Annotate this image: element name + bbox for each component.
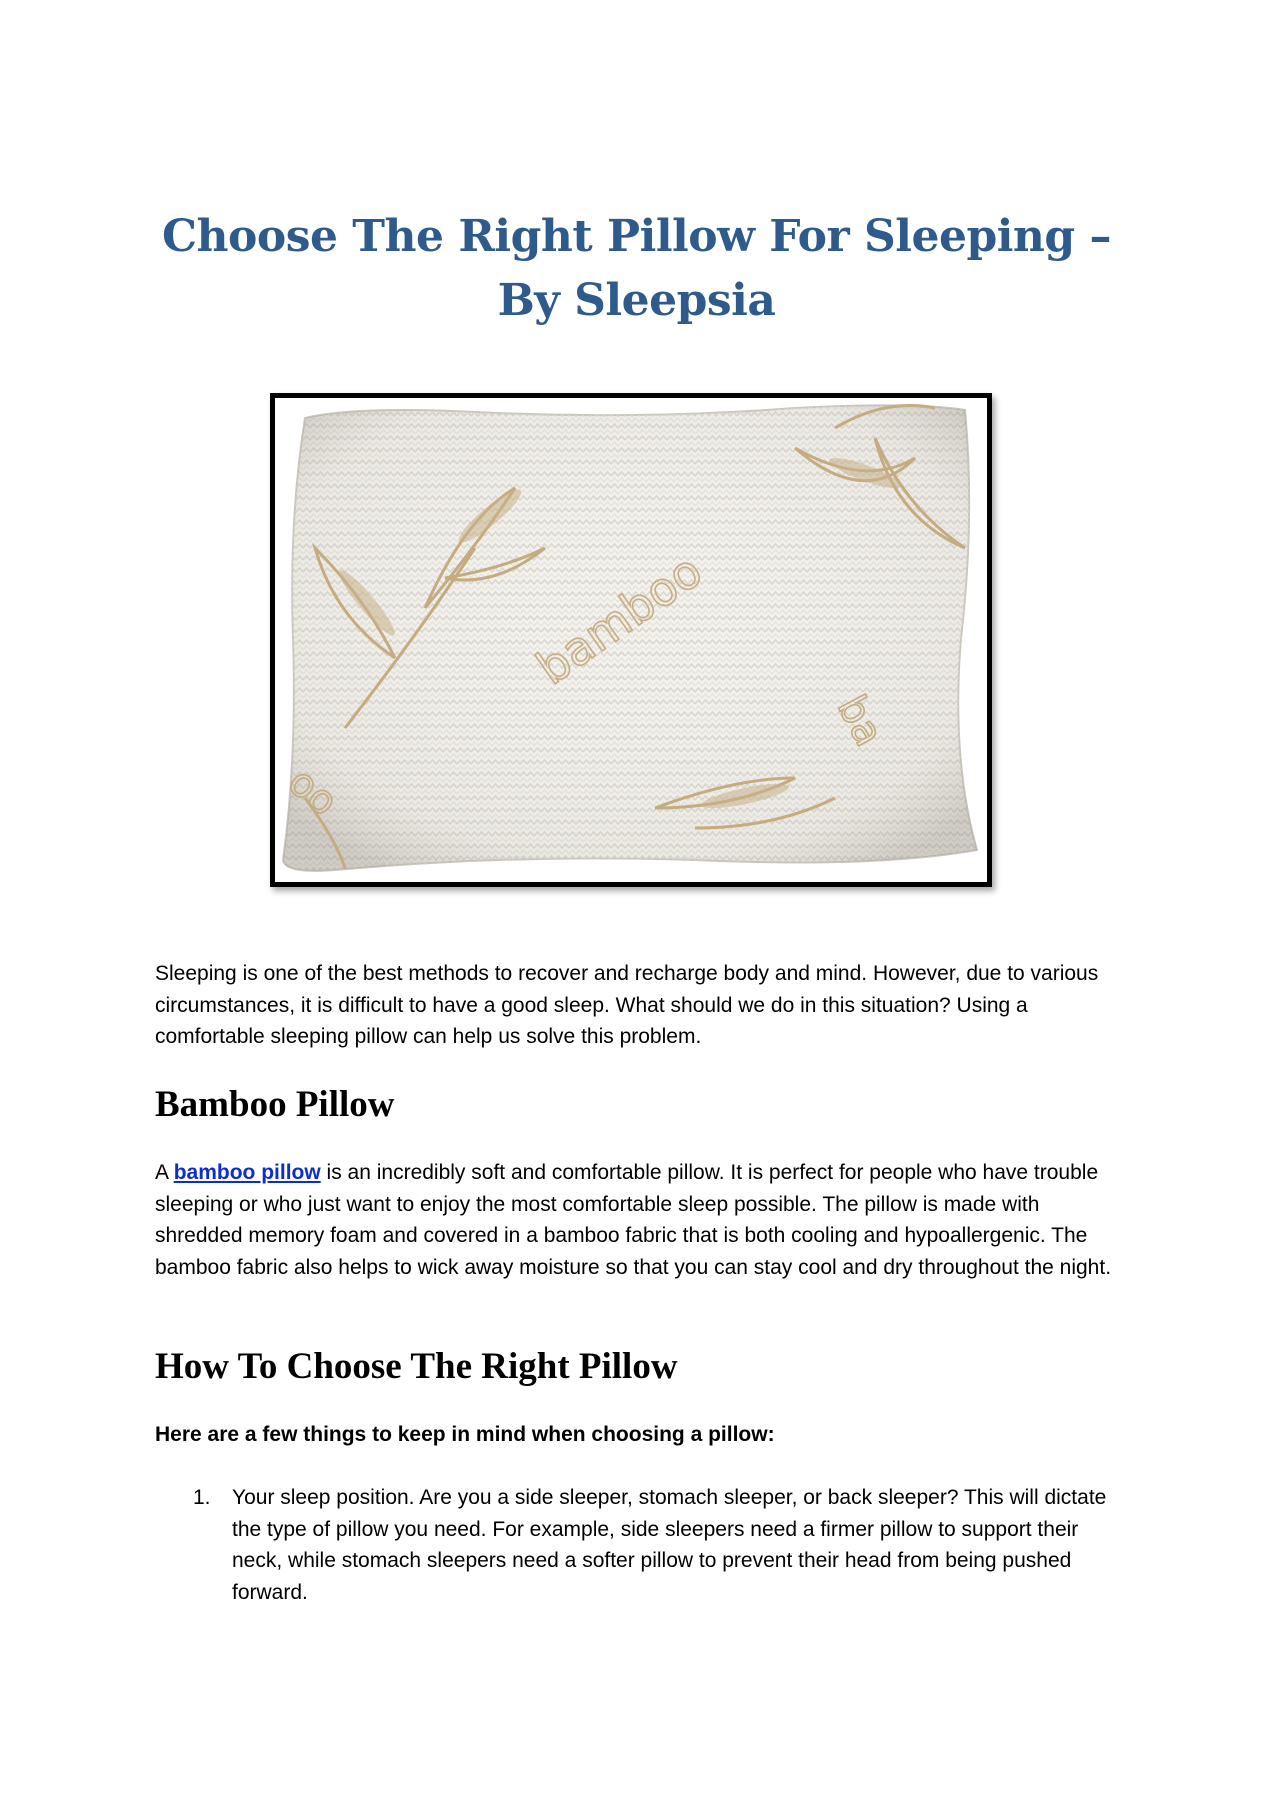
choose-pillow-heading: How To Choose The Right Pillow — [155, 1346, 678, 1387]
svg-text:bamboo: bamboo — [527, 543, 712, 696]
bamboo-pillow-image — [275, 398, 987, 882]
svg-text:ba: ba — [827, 688, 892, 754]
bamboo-pillow-link[interactable]: bamboo pillow — [173, 1161, 321, 1184]
bamboo-pillow-heading: Bamboo Pillow — [155, 1084, 395, 1125]
bamboo-pillow-paragraph — [155, 1157, 1130, 1283]
bamboo-body: is an incredibly soft and comfortable pillow. It is perfect for people who have trouble sleeping or who just want to enjoy the most comfortable sleep possible. The pillow is made with shredded memory foam and covered in a bamboo fabric that is both cooling and hypoallergenic. The bamboo fabric also helps to wick away moisture so that you can stay cool and dry throughout the night. — [155, 1161, 1112, 1279]
tips-list — [155, 1482, 1130, 1608]
intro-paragraph: Sleeping is one of the best methods to recover and recharge body and mind. However, due to various circumstances, it is difficult to have a good sleep. What should we do in this situation? Using a comfortable sleeping pillow can help us solve this problem. — [155, 962, 1099, 1048]
list-item-text: Your sleep position. Are you a side sleeper, stomach sleeper, or back sleeper? This will dictate the type of pillow you need. For example, side sleepers need a firmer pillow to support their neck, while stomach sleepers need a softer pillow to prevent their head from being pushed forward. — [232, 1486, 1107, 1604]
list-item — [155, 1482, 1130, 1608]
list-item-number: 1. — [193, 1486, 211, 1509]
bamboo-prefix: A — [155, 1161, 168, 1184]
pillow-photo — [270, 393, 992, 887]
choose-pillow-lead: Here are a few things to keep in mind when choosing a pillow: — [155, 1423, 775, 1446]
page-title: Choose The Right Pillow For Sleeping – By Sleepsia — [162, 211, 1111, 326]
svg-text:oo: oo — [279, 758, 347, 826]
